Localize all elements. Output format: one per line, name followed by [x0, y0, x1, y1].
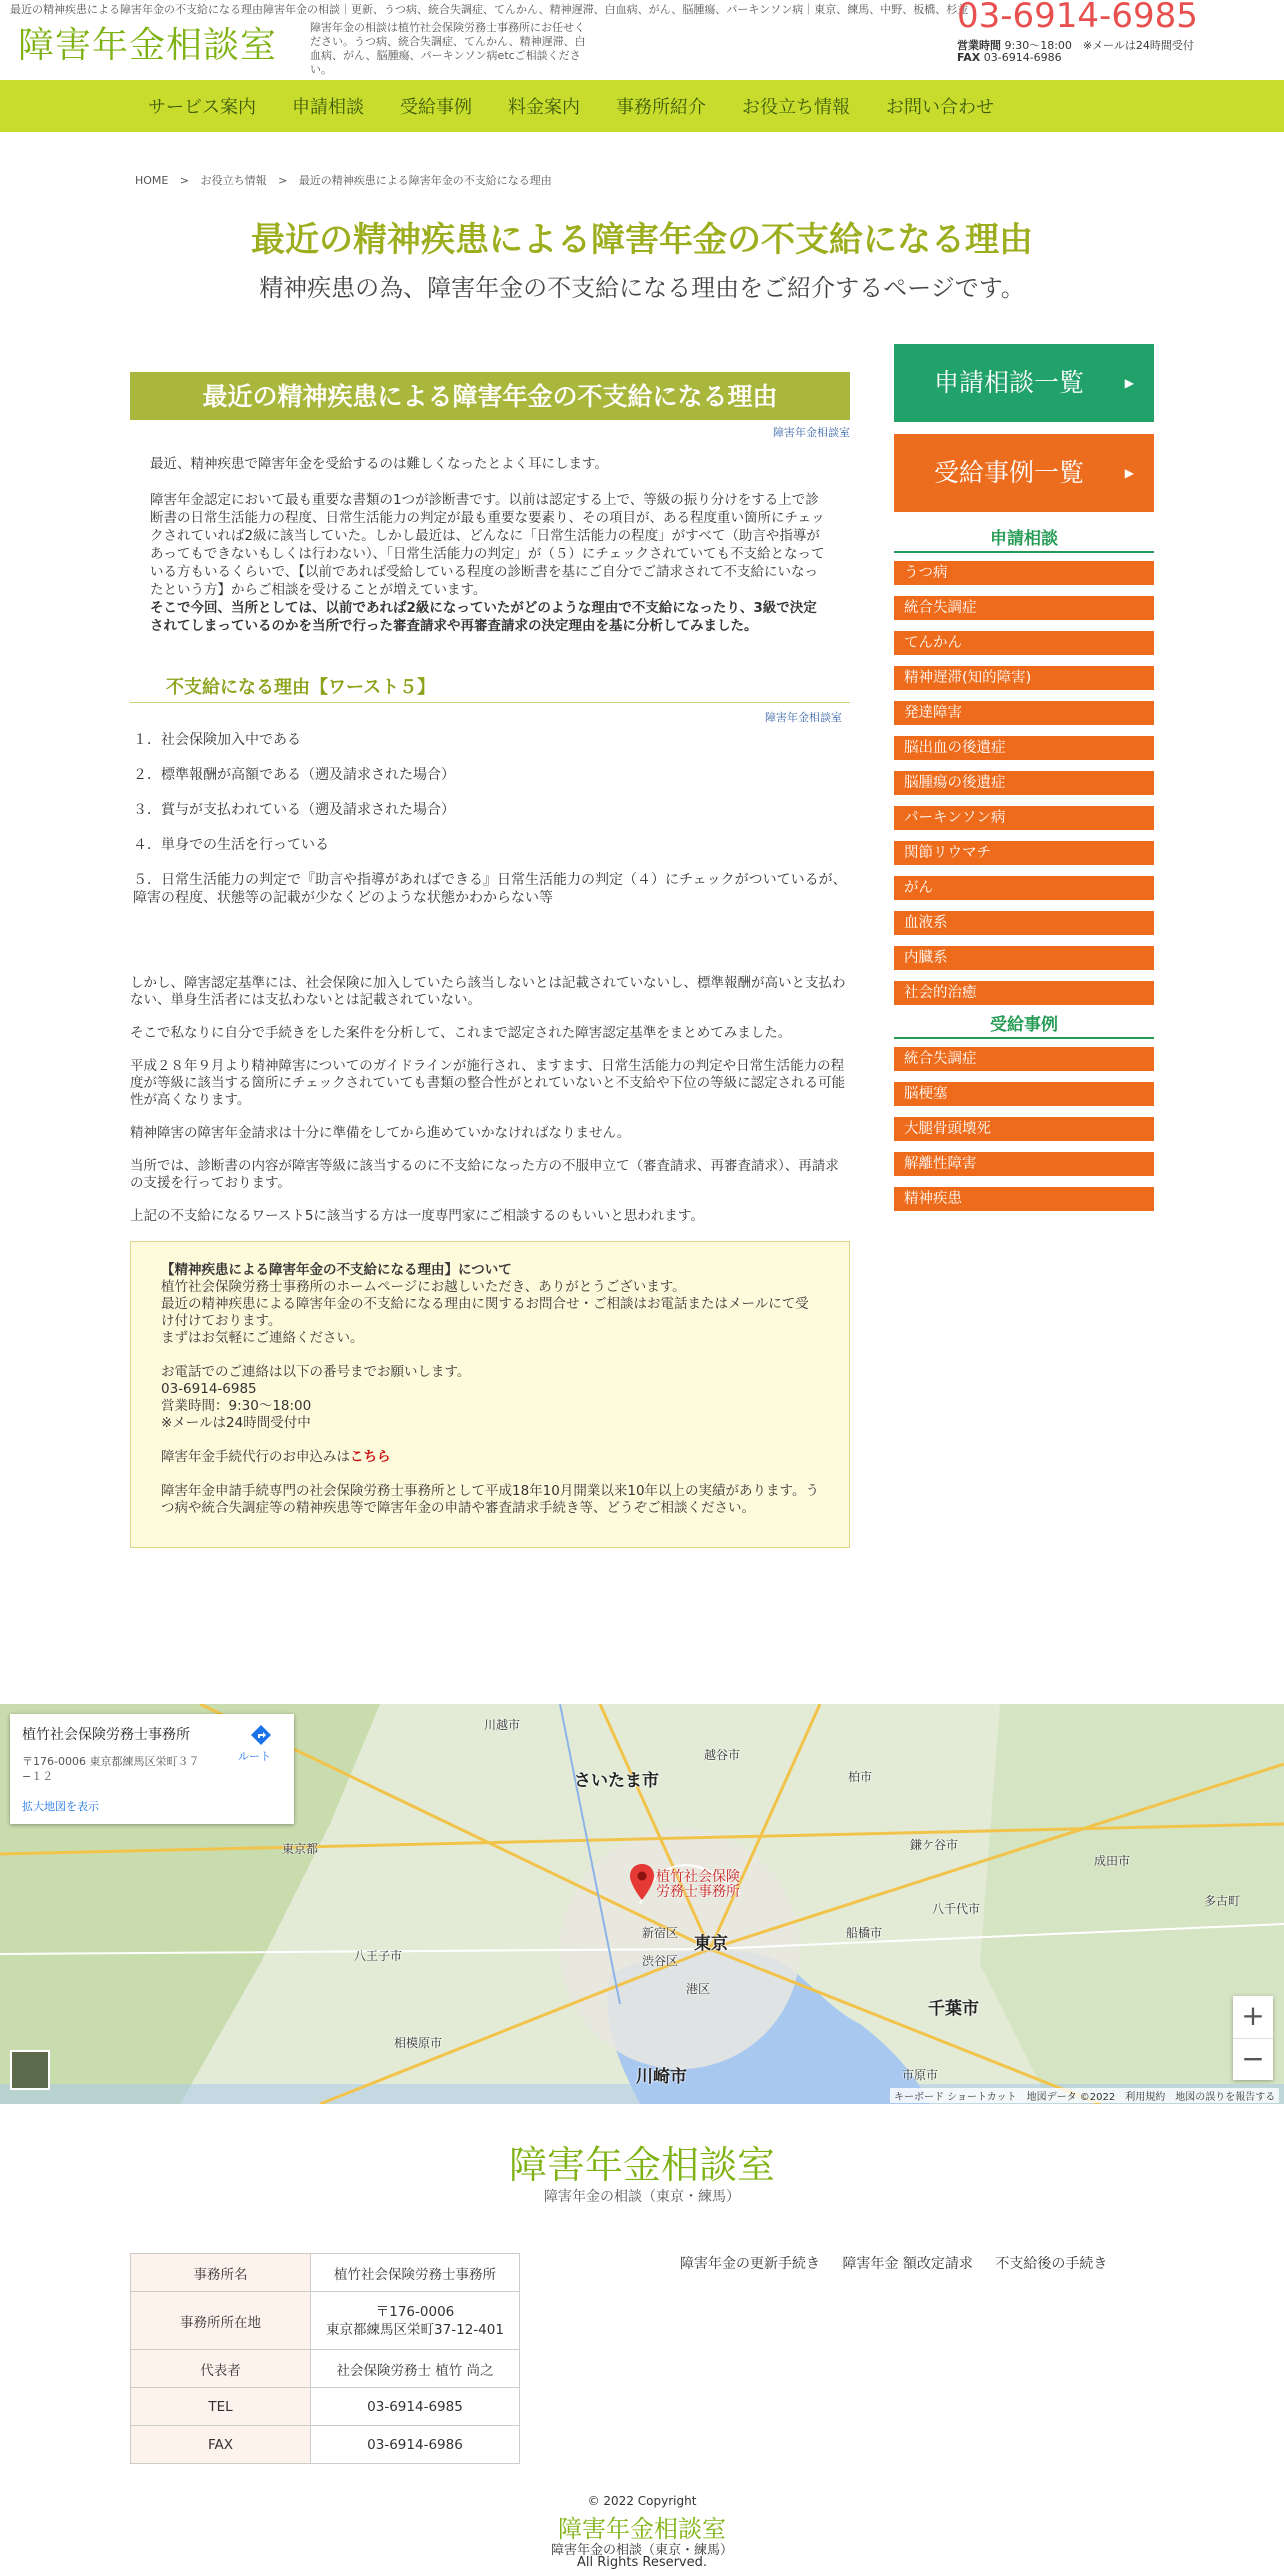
sidebar-item-cerebral-hemorrhage[interactable]: 脳出血の後遺症	[894, 736, 1154, 760]
intro-text	[130, 440, 850, 635]
contact-line: 植竹社会保険労務士事務所のホームページにお越しいただき、ありがとうございます。	[161, 1279, 686, 1295]
sidebar-item-case-femoral-necrosis[interactable]: 大腿骨頭壊死	[894, 1117, 1154, 1141]
table-key: 事務所名	[131, 2254, 311, 2292]
header-phone[interactable]: 03-6914-6985	[957, 0, 1198, 36]
sidebar-heading-cases: 受給事例	[894, 1010, 1154, 1039]
route-link[interactable]: ルート	[238, 1750, 271, 1763]
sidebar-item-case-mental[interactable]: 精神疾患	[894, 1187, 1154, 1211]
breadcrumb-separator: >	[278, 174, 288, 187]
larger-map-link[interactable]: 拡大地図を表示	[22, 1800, 99, 1813]
sidebar-item-case-dissociative[interactable]: 解離性障害	[894, 1152, 1154, 1176]
contact-box	[130, 1241, 850, 1548]
site-tag: 障害年金相談室	[765, 711, 842, 724]
map-marker-label: 植竹社会保険労務士事務所	[656, 1869, 740, 1900]
sidebar-item-cancer[interactable]: がん	[894, 876, 1154, 900]
hours-label: 営業時間	[957, 39, 1001, 52]
site-header	[0, 0, 1284, 80]
sidebar-item-internal-organs[interactable]: 内臓系	[894, 946, 1154, 970]
map-place-name: 植竹社会保険労務士事務所	[22, 1727, 190, 1743]
body-paragraph: しかし、障害認定基準には、社会保険に加入していたら該当しないとは記載されていないし、標準報酬が高いと支払わない、単身生活者には支払わないとは記載されていない。	[130, 975, 846, 1008]
nav-item-application[interactable]: 申請相談	[292, 97, 364, 118]
body-paragraphs	[130, 975, 850, 1225]
contact-hours: 営業時間：9:30〜18:00	[161, 1398, 312, 1414]
reasons-list	[130, 731, 850, 907]
breadcrumb-home[interactable]: HOME	[135, 174, 169, 187]
map-zoom-control	[1233, 1996, 1273, 2080]
sidebar	[894, 344, 1154, 1222]
map-label: 市原市	[902, 2068, 939, 2082]
body-paragraph: 上記の不支給になるワースト5に該当する方は一度専門家にご相談するのもいいと思われます。	[130, 1208, 704, 1224]
map-label: 東京都	[282, 1842, 319, 1856]
map-info-card	[10, 1714, 294, 1824]
nav-item-fees[interactable]: 料金案内	[508, 97, 580, 118]
sidebar-item-social-healing[interactable]: 社会的治癒	[894, 981, 1154, 1005]
map-label: 川崎市	[636, 2067, 687, 2087]
header-tagline: 最近の精神疾患による障害年金の不支給になる理由障害年金の相談｜更新、うつ病、統合失調症、てんかん、精神遅滞、白血病、がん、脳腫瘍、パーキンソン病｜東京、練馬、中野、板橋、杉並	[10, 3, 969, 16]
table-key: TEL	[131, 2388, 311, 2426]
map-attribution[interactable]: キーボード ショートカット 地図データ ©2022 利用規約 地図の誤りを報告する	[890, 2088, 1279, 2103]
fax-number: 03-6914-6986	[980, 51, 1062, 64]
body-paragraph: そこで私なりに自分で手続きをした案件を分析して、これまで認定された障害認定基準をまとめてみました。	[130, 1025, 792, 1041]
zoom-out-button[interactable]: −	[1241, 2042, 1265, 2075]
map-label: 成田市	[1094, 1854, 1131, 1868]
zoom-in-button[interactable]: +	[1241, 1999, 1265, 2032]
map-label: 船橋市	[846, 1926, 883, 1940]
map-label: 港区	[686, 1982, 711, 1996]
breadcrumb-separator: >	[179, 174, 190, 187]
reason-item: ５．日常生活能力の判定で『助言や指導があればできる』日常生活能力の判定（４）にチェックがついているが、障害の程度、状態等の記載が少なくどのような状態かわからない等	[133, 872, 847, 906]
header-fax	[957, 51, 1062, 64]
application-category-list	[894, 561, 1154, 1005]
table-key: FAX	[131, 2426, 311, 2464]
breadcrumb	[135, 172, 560, 188]
all-rights-reserved: All Rights Reserved.	[576, 2555, 708, 2570]
contact-closing: 障害年金申請手続専門の社会保険労務士事務所として平成18年10月開業以来10年以上の実績があります。うつ病や統合失調症等の精神疾患等で障害年金の申請や審査請求手続き等、どうぞご相談ください。	[161, 1483, 819, 1516]
nav-item-cases[interactable]: 受給事例	[400, 97, 472, 118]
cases-category-list	[894, 1047, 1154, 1211]
map-address: 〒176-0006 東京都練馬区栄町３７−１２	[22, 1755, 200, 1783]
main-content	[130, 372, 850, 1548]
sidebar-item-case-infarction[interactable]: 脳梗塞	[894, 1082, 1154, 1106]
intro-paragraph: 最近、精神疾患で障害年金を受給するのは難しくなったとよく耳にします。	[150, 456, 608, 472]
contact-phone[interactable]: 03-6914-6985	[161, 1381, 257, 1397]
map-label: 千葉市	[928, 1999, 979, 2019]
sidebar-item-rheumatoid[interactable]: 関節リウマチ	[894, 841, 1154, 865]
apply-line	[161, 1449, 819, 1466]
map-type-toggle[interactable]	[10, 2050, 50, 2090]
page-subtitle: 精神疾患の為、障害年金の不支給になる理由をご紹介するページです。	[259, 274, 1025, 302]
intro-paragraph: 障害年金認定において最も重要な書類の1つが診断書です。以前は認定する上で、等級の振り分けをする上で診断書の日常生活能力の程度、日常生活能力の判定が最も重要な要素り、その項目が、ある程度重い箇所にチェックされていれば2級に該当していた。しかし最近は、どんなに「日常生活能力の程度」がすべて（助言や指導があってもできないもしくは行わない）、「日常生活能力の判定」が（５）にチェックされていても不支給となっている方もいるくらいで、【以前であれば受給している程度の診断書を基にご自分でご請求されて不支給にいなったという方】からご相談を受けることが増えています。	[150, 492, 825, 598]
sidebar-item-epilepsy[interactable]: てんかん	[894, 631, 1154, 655]
contact-line: 最近の精神疾患による障害年金の不支給になる理由に関するお問合せ・ご相談はお電話またはメールにて受け付けております。	[161, 1296, 809, 1329]
nav-item-services[interactable]: サービス案内	[148, 97, 256, 118]
contact-line: まずはお気軽にご連絡ください。	[161, 1330, 364, 1346]
sidebar-item-developmental-disorder[interactable]: 発達障害	[894, 701, 1154, 725]
main-nav	[0, 80, 1284, 132]
header-description: 障害年金の相談は植竹社会保険労務士事務所にお任せください。うつ病、統合失調症、てんかん、精神遅滞、白血病、がん、脳腫瘍、パーキンソン病etcご相談ください。	[310, 21, 586, 76]
reason-item: ３．賞与が支払われている（遡及請求された場合）	[133, 802, 455, 818]
cases-list-button[interactable]	[894, 434, 1154, 512]
map-label: 東京	[694, 1934, 728, 1954]
contact-title: 【精神疾患による障害年金の不支給になる理由】について	[161, 1262, 512, 1278]
intro-bold-paragraph: そこで今回、当所としては、以前であれば2級になっていたがどのような理由で不支給になったり、3級で決定されてしまっているのかを当所で行った審査請求や再審査請求の決定理由を基に分析してみました。	[150, 600, 817, 634]
sidebar-heading-application: 申請相談	[894, 524, 1154, 553]
reason-item: ２．標準報酬が高額である（遡及請求された場合）	[133, 767, 455, 783]
table-value: 03-6914-6986	[311, 2426, 520, 2464]
footer-link-renewal[interactable]: 障害年金の更新手続き	[680, 2256, 820, 2272]
directions-icon[interactable]	[250, 1724, 272, 1746]
map-label: 渋谷区	[642, 1954, 679, 1968]
footer-link-revision[interactable]: 障害年金 額改定請求	[842, 2256, 973, 2272]
nav-item-office[interactable]: 事務所紹介	[616, 97, 706, 118]
body-paragraph: 精神障害の障害年金請求は十分に準備をしてから進めていかなければなりません。	[130, 1125, 631, 1141]
site-logo[interactable]: 障害年金相談室	[18, 25, 278, 66]
section-title: 最近の精神疾患による障害年金の不支給になる理由	[130, 372, 850, 420]
worst-five-heading: 不支給になる理由【ワースト５】	[130, 673, 850, 703]
map-label: 多古町	[1204, 1894, 1241, 1908]
sidebar-item-case-schizophrenia[interactable]: 統合失調症	[894, 1047, 1154, 1071]
map-label: さいたま市	[574, 1771, 659, 1791]
map-pin-icon[interactable]	[630, 1864, 654, 1900]
site-tag: 障害年金相談室	[773, 426, 850, 439]
reason-item: １．社会保険加入中である	[133, 732, 301, 748]
footer-links	[680, 2253, 1125, 2273]
contact-mail-note: ※メールは24時間受付中	[161, 1415, 311, 1431]
page-title: 最近の精神疾患による障害年金の不支給になる理由	[251, 220, 1033, 260]
arrow-right-icon: ▶	[1124, 466, 1134, 480]
sidebar-item-brain-tumor[interactable]: 脳腫瘍の後遺症	[894, 771, 1154, 795]
sidebar-item-parkinsons[interactable]: パーキンソン病	[894, 806, 1154, 830]
fax-label: FAX	[957, 51, 981, 64]
copyright-logo: 障害年金相談室	[558, 2515, 726, 2543]
embedded-map[interactable]	[0, 1704, 1284, 2104]
sidebar-item-blood[interactable]: 血液系	[894, 911, 1154, 935]
map-label: 川越市	[484, 1718, 521, 1732]
map-label: 鎌ケ谷市	[910, 1838, 959, 1852]
office-info-table	[130, 2253, 520, 2464]
nav-item-contact[interactable]: お問い合わせ	[886, 97, 994, 118]
footer-link-after-denial[interactable]: 不支給後の手続き	[995, 2256, 1108, 2272]
footer-logo[interactable]: 障害年金相談室	[508, 2143, 775, 2187]
nav-item-info[interactable]: お役立ち情報	[742, 97, 850, 118]
reason-item: ４．単身での生活を行っている	[133, 837, 329, 853]
table-key: 事務所所在地	[131, 2292, 311, 2350]
table-key: 代表者	[131, 2350, 311, 2388]
copyright: © 2022 Copyright	[587, 2494, 697, 2508]
contact-line: お電話でのご連絡は以下の番号までお願いします。	[161, 1364, 471, 1380]
application-list-label: 申請相談一覧	[934, 368, 1085, 397]
map-label: 相模原市	[394, 2036, 443, 2050]
arrow-right-icon: ▶	[1124, 376, 1134, 390]
map-label: 越谷市	[704, 1748, 741, 1762]
apply-text: 障害年金手続代行のお申込みは	[161, 1449, 350, 1465]
body-paragraph: 平成２８年９月より精神障害についてのガイドラインが施行され、ますます、日常生活能力の判定や日常生活能力の程度が等級に該当する箇所にチェックされていても書類の整合性がとれていないと不支給や下位の等級に認定される可能性が高くなります。	[130, 1058, 846, 1108]
map-label: 八王子市	[354, 1949, 403, 1963]
application-list-button[interactable]	[894, 344, 1154, 422]
table-value: 〒176-0006 東京都練馬区栄町37-12-401	[311, 2292, 520, 2350]
table-value: 植竹社会保険労務士事務所	[311, 2254, 520, 2292]
body-paragraph: 当所では、診断書の内容が障害等級に該当するのに不支給になった方の不服申立て（審査請求、再審査請求）、再請求の支援を行っております。	[130, 1158, 839, 1191]
table-value: 社会保険労務士 植竹 尚之	[311, 2350, 520, 2388]
sidebar-item-depression[interactable]: うつ病	[894, 561, 1154, 585]
sidebar-item-intellectual-disability[interactable]: 精神遅滞(知的障害)	[894, 666, 1154, 690]
cases-list-label: 受給事例一覧	[934, 458, 1085, 487]
map-label: 柏市	[848, 1770, 873, 1784]
footer-subtitle: 障害年金の相談（東京・練馬）	[544, 2189, 740, 2205]
apply-link[interactable]: こちら	[350, 1449, 391, 1465]
map-label: 新宿区	[642, 1926, 679, 1940]
map-label: 八千代市	[932, 1902, 981, 1916]
table-value[interactable]: 03-6914-6985	[311, 2388, 520, 2426]
hours-text: 9:30〜18:00 ※メールは24時間受付	[1001, 39, 1194, 52]
breadcrumb-current: 最近の精神疾患による障害年金の不支給になる理由	[298, 174, 552, 187]
sidebar-item-schizophrenia[interactable]: 統合失調症	[894, 596, 1154, 620]
breadcrumb-info[interactable]: お役立ち情報	[200, 174, 267, 187]
copyright-subtitle: 障害年金の相談（東京・練馬）	[550, 2543, 733, 2558]
